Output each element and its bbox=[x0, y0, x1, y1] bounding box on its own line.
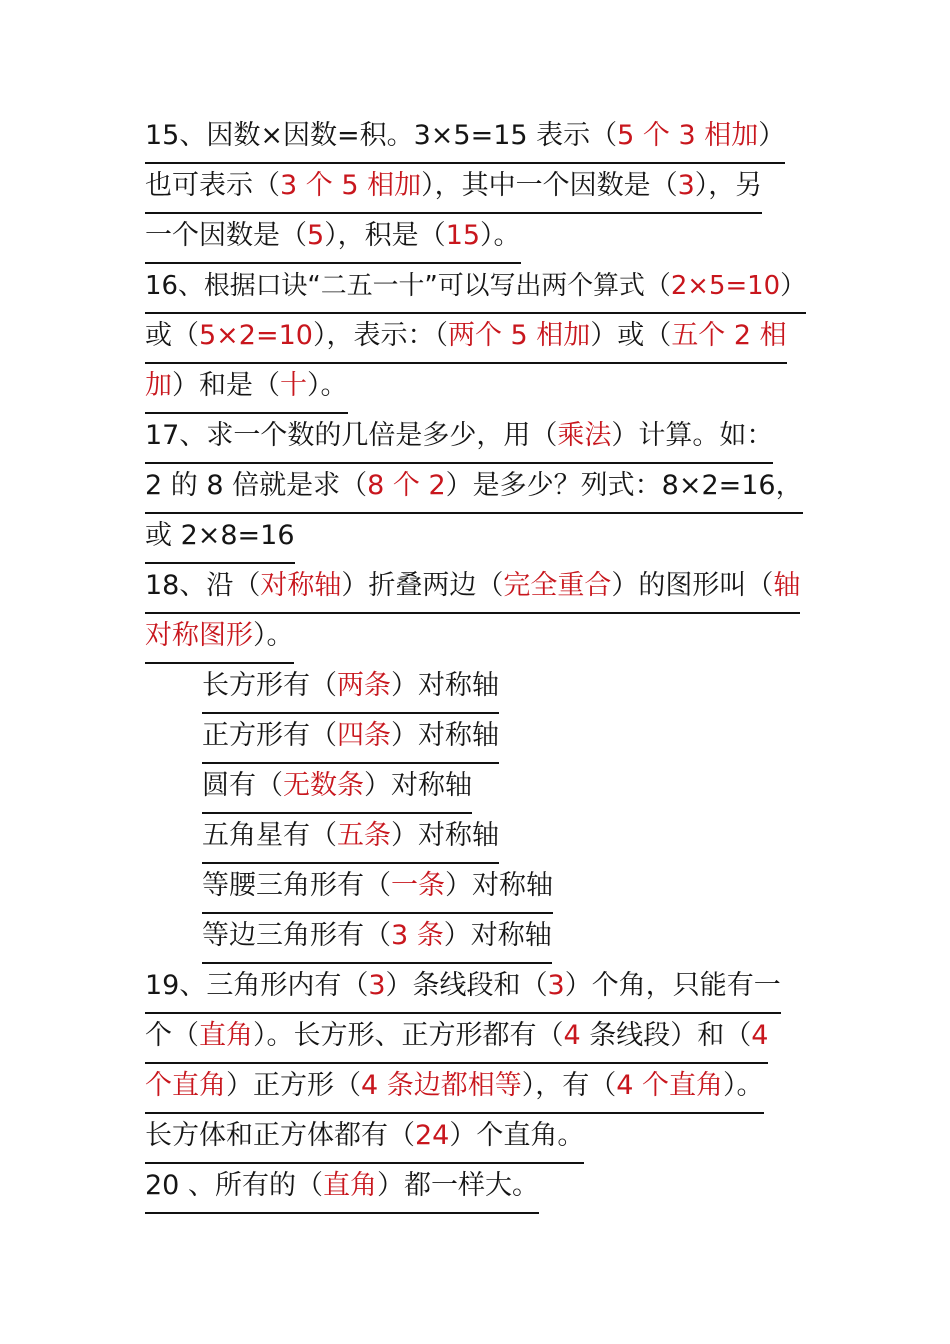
answer-text: 4 bbox=[563, 1020, 581, 1051]
question-text: ），另 bbox=[694, 170, 763, 201]
answer-text: 3 个 5 相加 bbox=[280, 170, 422, 201]
question-text: ）对称轴 bbox=[391, 670, 499, 701]
answer-text: 4 bbox=[751, 1020, 769, 1051]
question-text: 长方形有（ bbox=[202, 670, 337, 701]
question-text: ）折叠两边（ bbox=[341, 570, 504, 601]
answer-text: 直角 bbox=[199, 1020, 253, 1051]
text-line bbox=[145, 564, 800, 614]
answer-text: 5×2=10 bbox=[199, 320, 313, 351]
text-line bbox=[145, 164, 762, 214]
question-text: 19、三角形内有（ bbox=[145, 970, 369, 1001]
text-line bbox=[202, 814, 499, 864]
answer-text: 十 bbox=[280, 370, 307, 401]
answer-text: 一条 bbox=[391, 870, 445, 901]
question-text: 圆有（ bbox=[202, 770, 283, 801]
question-text: 17、求一个数的几倍是多少，用（ bbox=[145, 420, 558, 451]
text-line bbox=[202, 864, 553, 914]
question-text: 或 2×8=16 bbox=[145, 520, 295, 551]
answer-text: 两个 5 相加 bbox=[447, 320, 591, 351]
answer-text: 4 条边都相等 bbox=[361, 1070, 522, 1101]
question-text: 16、根据口诀“二五一十”可以写出两个算式（ bbox=[145, 271, 671, 301]
answer-text: 个直角 bbox=[145, 1070, 226, 1101]
text-line bbox=[202, 714, 499, 764]
question-text: ）的图形叫（ bbox=[611, 570, 774, 601]
answer-text: 3 条 bbox=[391, 920, 444, 951]
question-text: 正方形有（ bbox=[202, 720, 337, 751]
answer-text: 完全重合 bbox=[503, 570, 612, 601]
question-text: ）。 bbox=[307, 370, 348, 401]
question-text: ）对称轴 bbox=[364, 770, 472, 801]
text-line bbox=[202, 764, 472, 814]
answer-text: 4 个直角 bbox=[616, 1070, 724, 1101]
question-text: 长方体和正方体都有（ bbox=[145, 1120, 415, 1151]
question-text: ）正方形（ bbox=[226, 1070, 361, 1101]
text-line bbox=[145, 614, 294, 664]
question-text: 2 的 8 倍就是求（ bbox=[145, 470, 368, 501]
question-text: 等边三角形有（ bbox=[202, 920, 391, 951]
text-line bbox=[145, 1014, 768, 1064]
answer-text: 3 bbox=[368, 970, 386, 1001]
text-line bbox=[145, 1164, 539, 1214]
answer-text: 无数条 bbox=[283, 770, 364, 801]
answer-text: 四条 bbox=[337, 720, 391, 751]
question-text: ）。 bbox=[253, 620, 294, 651]
text-line bbox=[202, 664, 499, 714]
question-text: ）对称轴 bbox=[443, 920, 552, 951]
text-line bbox=[145, 964, 781, 1014]
answer-text: 五个 2 相 bbox=[671, 320, 787, 351]
text-line bbox=[145, 1064, 764, 1114]
answer-text: 3 bbox=[547, 970, 565, 1001]
question-text: 一个因数是（ bbox=[145, 220, 307, 251]
question-text: 等腰三角形有（ bbox=[202, 870, 391, 901]
question-text: ）对称轴 bbox=[391, 820, 499, 851]
question-text: ）条线段和（ bbox=[385, 970, 548, 1001]
text-line bbox=[145, 514, 295, 564]
question-text: ）对称轴 bbox=[445, 870, 553, 901]
text-line bbox=[145, 414, 773, 464]
answer-text: 24 bbox=[415, 1120, 450, 1151]
question-text: ）对称轴 bbox=[391, 720, 499, 751]
answer-text: 乘法 bbox=[557, 420, 612, 451]
answer-text: 15 bbox=[445, 220, 481, 251]
question-text: ），其中一个因数是（ bbox=[421, 170, 678, 201]
answer-text: 加 bbox=[145, 370, 172, 401]
text-line bbox=[145, 464, 803, 514]
question-text: 条线段）和（ bbox=[580, 1020, 752, 1051]
question-text: ）或（ bbox=[590, 320, 672, 351]
text-line bbox=[145, 364, 348, 414]
question-text: 15、因数×因数=积。3×5=15 表示（ bbox=[145, 120, 618, 151]
question-text: 也可表示（ bbox=[145, 170, 280, 201]
question-text: 20 、所有的（ bbox=[145, 1170, 323, 1201]
question-text: ），积是（ bbox=[324, 220, 446, 251]
question-text: ） bbox=[758, 120, 786, 151]
answer-text: 直角 bbox=[322, 1170, 377, 1201]
question-text: ）。长方形、正方形都有（ bbox=[253, 1020, 564, 1051]
question-text: 或（ bbox=[145, 320, 199, 351]
answer-text: 5 bbox=[307, 220, 325, 251]
question-text: 个（ bbox=[145, 1020, 199, 1051]
text-line bbox=[145, 314, 787, 364]
question-text: ）计算。如： bbox=[611, 420, 774, 451]
text-line bbox=[145, 114, 785, 164]
question-text: 五角星有（ bbox=[202, 820, 337, 851]
question-text: ）是多少？列式：8×2=16， bbox=[445, 470, 803, 501]
question-text: ） bbox=[780, 271, 806, 301]
answer-text: 2×5=10 bbox=[670, 271, 781, 301]
answer-text: 5 个 3 相加 bbox=[617, 120, 759, 151]
answer-text: 轴 bbox=[773, 570, 801, 601]
question-text: ），有（ bbox=[521, 1070, 617, 1101]
question-text: 18、沿（ bbox=[145, 570, 261, 601]
text-line bbox=[145, 1114, 584, 1164]
answer-text: 对称图形 bbox=[145, 620, 253, 651]
answer-text: 对称轴 bbox=[260, 570, 342, 601]
text-line bbox=[202, 914, 552, 964]
answer-text: 两条 bbox=[337, 670, 391, 701]
text-line bbox=[145, 264, 806, 314]
question-text: ）个角，只能有一 bbox=[564, 970, 781, 1001]
text-line bbox=[145, 214, 521, 264]
answer-text: 8 个 2 bbox=[367, 470, 446, 501]
question-text: ）。 bbox=[480, 220, 521, 251]
question-text: ）和是（ bbox=[172, 370, 280, 401]
answer-text: 3 bbox=[677, 170, 695, 201]
question-text: ）。 bbox=[723, 1070, 764, 1101]
question-text: ）都一样大。 bbox=[376, 1170, 539, 1201]
question-text: ）个直角。 bbox=[449, 1120, 585, 1151]
answer-text: 五条 bbox=[337, 820, 391, 851]
question-text: ），表示：（ bbox=[312, 320, 448, 351]
